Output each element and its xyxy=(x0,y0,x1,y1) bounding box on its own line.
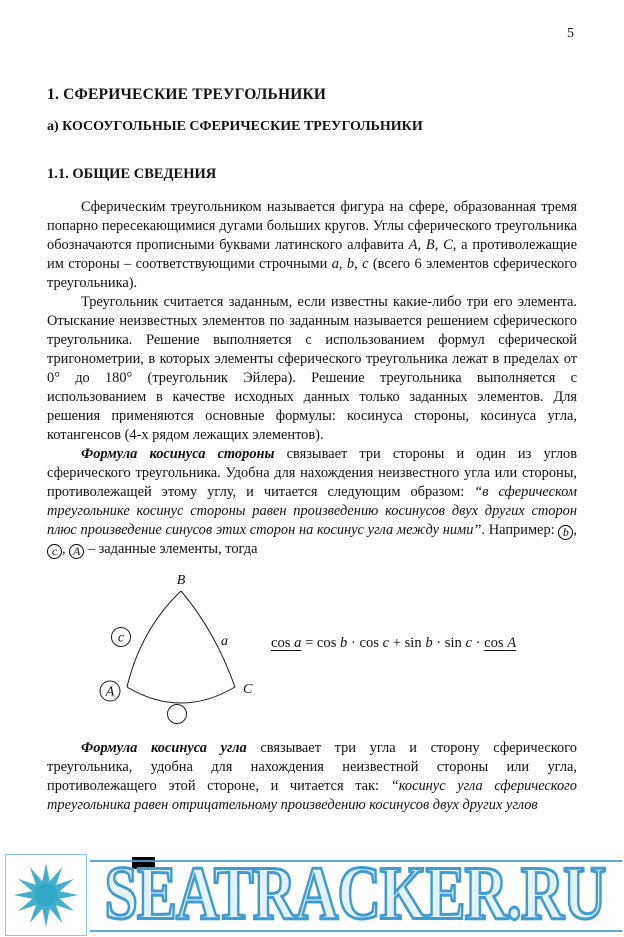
circled-a-label xyxy=(100,681,120,701)
vertex-c-label: C xyxy=(243,682,253,697)
text-run: “косинус угла сферического треугольника равен отрицательному произведению косинусов двух других углов xyxy=(47,778,577,813)
text-run: A, B, C xyxy=(408,237,453,253)
text-run: Формула косинуса стороны xyxy=(81,446,275,462)
side-a-label: a xyxy=(221,634,228,649)
watermark xyxy=(0,850,624,937)
text-run: Сферическим треугольником называется фигура на сфере, образованная тремя попарно пересекающимися дугами больших кругов. Углы сферического треугольника обозначаются прописными буквами латинского алфавита xyxy=(47,199,577,253)
circled-c-text: c xyxy=(117,630,125,646)
text-run: c xyxy=(465,634,472,651)
triangle-side-b xyxy=(127,687,235,703)
text-run: c xyxy=(382,634,390,651)
text-run: · cos xyxy=(347,634,383,651)
text-run: · xyxy=(471,634,485,651)
text-run: Формула косинуса угла xyxy=(81,740,247,756)
text-run: “в сферическом треугольнике косинус стороны равен произведению косинусов двух других сторон плюс произведение синусов этих сторон на косинус угла между ними” xyxy=(47,484,577,538)
text-run: b xyxy=(340,634,348,651)
watermark-text: SEATRACKER.RU xyxy=(104,850,606,936)
sun-center xyxy=(35,884,58,907)
text-run: – заданные элементы, тогда xyxy=(84,541,258,557)
text-run: , xyxy=(62,541,70,557)
circled-element-c: c xyxy=(47,544,62,559)
cosine-side-formula xyxy=(271,635,516,652)
text-run: (всего 6 элементов сферического треугольника). xyxy=(47,256,577,291)
text-run: b xyxy=(425,634,433,651)
text-run: a xyxy=(294,634,302,651)
chapter-heading: 1. СФЕРИЧЕСКИЕ ТРЕУГОЛЬНИКИ xyxy=(47,86,327,103)
spherical-triangle-diagram xyxy=(97,571,269,729)
text-run: = cos xyxy=(301,634,341,651)
paragraph-cosine-angle xyxy=(47,739,577,815)
text-run: . Например: xyxy=(481,522,559,538)
subchapter-heading: а) КОСОУГОЛЬНЫЕ СФЕРИЧЕСКИЕ ТРЕУГОЛЬНИКИ xyxy=(47,119,423,134)
circled-c-label xyxy=(112,628,131,647)
text-run: , а противолежащие им стороны – соответствующими строчными xyxy=(47,237,577,272)
text-run: связывает три угла и сторону сферического треугольника, удобна для нахождения неизвестной стороны или угла, противолежащего этой стороне, и читается так: xyxy=(47,740,577,794)
circled-element-b: b xyxy=(558,525,573,540)
circled-element-a: A xyxy=(69,544,84,559)
figure-spherical-triangle xyxy=(97,571,577,729)
sun-icon xyxy=(8,857,84,933)
vertex-b-label: B xyxy=(176,573,186,588)
circled-b-label xyxy=(168,705,187,724)
text-run: связывает три стороны и один из углов сферического треугольника. Удобна для нахождения неизвестного угла или стороны, противолежащей этому углу, и читается следующим образом: xyxy=(47,446,577,500)
triangle-side-c xyxy=(127,591,181,687)
circle-shape xyxy=(168,705,187,724)
text-run: + sin xyxy=(389,634,426,651)
text-run: · sin xyxy=(432,634,466,651)
text-run: cos xyxy=(271,634,295,651)
formula-term xyxy=(484,635,516,651)
text-run: , xyxy=(573,522,577,538)
paragraph-definition xyxy=(47,198,577,293)
text-run: cos xyxy=(484,634,508,651)
section-heading: 1.1. ОБЩИЕ СВЕДЕНИЯ xyxy=(47,166,217,182)
page-number: 5 xyxy=(567,26,574,41)
formula-term xyxy=(271,635,301,651)
paragraph-cosine-side xyxy=(47,445,577,559)
text-run: a, b, c xyxy=(331,256,369,272)
text-run: A xyxy=(507,634,517,651)
circled-a-text: A xyxy=(105,684,115,700)
sun-logo-icon xyxy=(5,854,87,936)
paragraph-solution: Треугольник считается заданным, если известны какие-либо три его элемента. Отыскание неизвестных элементов по заданным называется решением сферического треугольника. Решение выполняется с использованием формул сферической тригонометрии, в которых элементы сферического треугольника лежат в пределах от 0° до 180° (треугольник Эйлера). Решение треугольника выполняется с использованием в качестве исходных данных только заданных элементов. Для решения применяются основные формулы: косинуса стороны, косинуса угла, котангенсов (4-х рядом лежащих элементов). xyxy=(47,294,577,443)
